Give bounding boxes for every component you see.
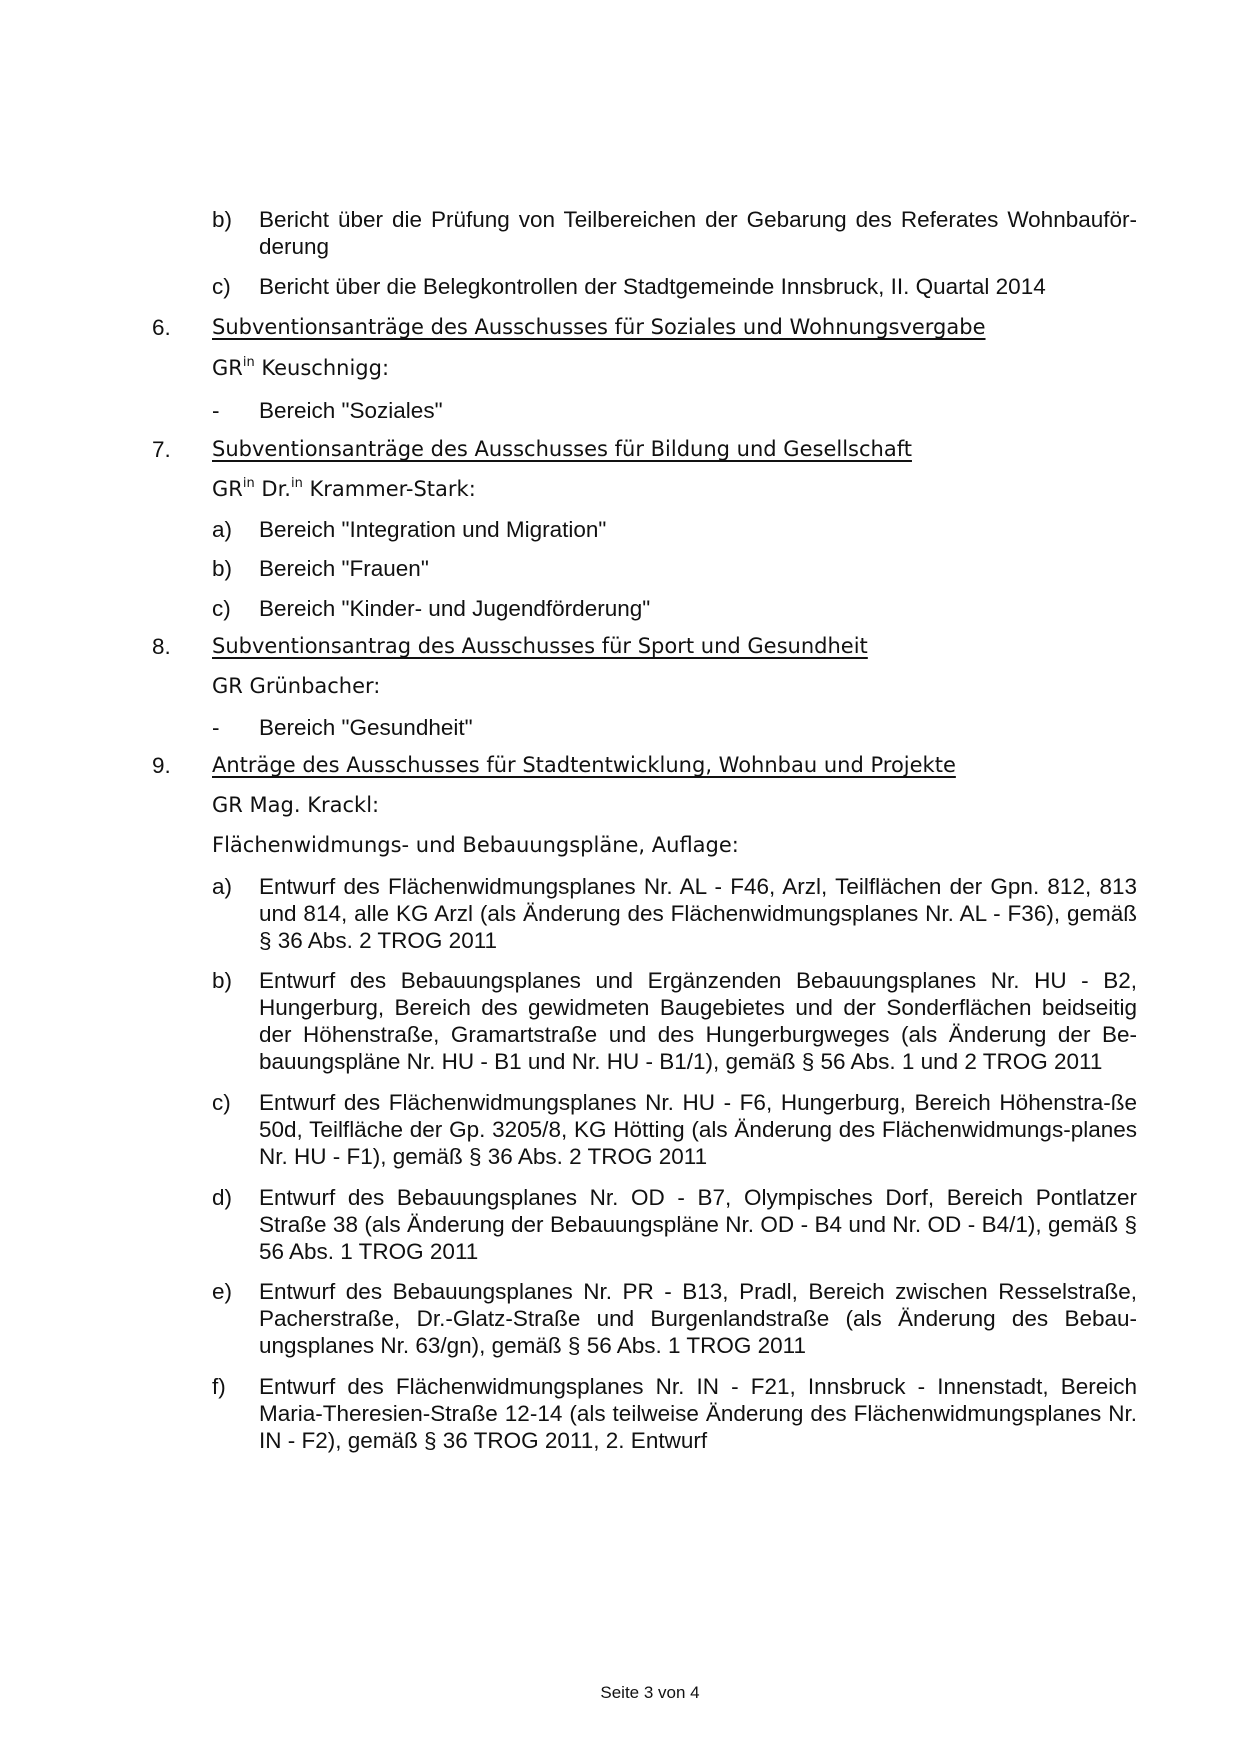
agenda-item-number: 7.: [152, 437, 171, 462]
list-item-label: c): [212, 274, 231, 299]
agenda-item-number: 8.: [152, 634, 171, 659]
list-item-label: c): [212, 596, 231, 621]
agenda-item-title: Subventionsanträge des Ausschusses für Bildung und Gesellschaft: [212, 437, 912, 461]
speaker: GR Mag. Krackl:: [212, 793, 380, 817]
list-item-text: Entwurf des Flächenwidmungsplanes Nr. HU - F6, Hungerburg, Bereich Höhenstra-ße 50d, Teilfläche der Gp. 3205/8, KG Hötting (als Änderung des Flächenwidmungs-planes Nr. HU - F1), gemäß § 36 Abs. 2 TROG 2011: [259, 1090, 1137, 1169]
list-item-label: -: [212, 398, 220, 423]
speaker: GR Grünbacher:: [212, 674, 381, 698]
list-item-text: Bericht über die Prüfung von Teilbereichen der Gebarung des Referates Wohnbauför-derung: [259, 207, 1137, 259]
speaker-sup: in: [290, 476, 303, 491]
list-item-text: Entwurf des Flächenwidmungsplanes Nr. IN - F21, Innsbruck - Innenstadt, Bereich Maria-Theresien-Straße 12-14 (als teilweise Änderung des Flächenwidmungsplanes Nr. IN - F2), gemäß § 36 TROG 2011, 2. Entwurf: [259, 1374, 1137, 1453]
speaker: [212, 476, 476, 503]
agenda-item-number: 6.: [152, 315, 171, 340]
list-item-text: Entwurf des Bebauungsplanes Nr. PR - B13, Pradl, Bereich zwischen Resselstraße, Pacherstraße, Dr.-Glatz-Straße und Burgenlandstraße (als Änderung des Bebau-ungsplanes Nr. 63/gn), gemäß § 56 Abs. 1 TROG 2011: [259, 1279, 1137, 1358]
speaker-prefix: GR: [212, 477, 243, 501]
list-item-text: Bereich "Frauen": [259, 556, 429, 581]
speaker-sup: in: [242, 476, 255, 491]
list-item-label: f): [212, 1374, 226, 1399]
list-item-text: Entwurf des Bebauungsplanes und Ergänzenden Bebauungsplanes Nr. HU - B2, Hungerburg, Bereich des gewidmeten Baugebietes und der Sonderflächen beidseitig der Höhenstraße, Gramartstraße und des Hungerburgweges (als Änderung der Be-bauungspläne Nr. HU - B1 und Nr. HU - B1/1), gemäß § 56 Abs. 1 und 2 TROG 2011: [259, 968, 1137, 1074]
list-item-label: -: [212, 715, 220, 740]
list-item-label: e): [212, 1279, 233, 1304]
speaker: [212, 355, 389, 382]
speaker-prefix: GR: [212, 356, 243, 380]
list-item-label: a): [212, 874, 233, 899]
speaker-title: Dr.: [254, 477, 291, 501]
speaker-name: Krammer-Stark:: [302, 477, 476, 501]
section-intro: Flächenwidmungs- und Bebauungspläne, Auflage:: [212, 833, 739, 857]
list-item-label: b): [212, 556, 233, 581]
agenda-item-title: Subventionsantrag des Ausschusses für Sport und Gesundheit: [212, 634, 868, 658]
list-item-label: c): [212, 1090, 231, 1115]
page-number: Seite 3 von 4: [600, 1683, 700, 1702]
agenda-item-title: Anträge des Ausschusses für Stadtentwicklung, Wohnbau und Projekte: [212, 753, 956, 777]
list-item-text: Entwurf des Bebauungsplanes Nr. OD - B7, Olympisches Dorf, Bereich Pontlatzer Straße 38 (als Änderung der Bebauungspläne Nr. OD - B4 und Nr. OD - B4/1), gemäß § 56 Abs. 1 TROG 2011: [259, 1185, 1137, 1264]
list-item-text: Entwurf des Flächenwidmungsplanes Nr. AL - F46, Arzl, Teilflächen der Gpn. 812, 813 und 814, alle KG Arzl (als Änderung des Flächenwidmungsplanes Nr. AL - F36), gemäß § 36 Abs. 2 TROG 2011: [259, 874, 1137, 953]
speaker-name: Keuschnigg:: [254, 356, 390, 380]
list-item-label: a): [212, 517, 233, 542]
list-item-text: Bericht über die Belegkontrollen der Stadtgemeinde Innsbruck, II. Quartal 2014: [259, 274, 1046, 299]
speaker-sup: in: [242, 355, 255, 370]
list-item-label: b): [212, 207, 233, 232]
list-item-text: Bereich "Gesundheit": [259, 715, 473, 740]
list-item-label: d): [212, 1185, 233, 1210]
list-item-text: Bereich "Integration und Migration": [259, 517, 607, 542]
agenda-item-title: Subventionsanträge des Ausschusses für Soziales und Wohnungsvergabe: [212, 315, 986, 339]
agenda-item-number: 9.: [152, 753, 171, 778]
list-item-text: Bereich "Soziales": [259, 398, 443, 423]
list-item-text: Bereich "Kinder- und Jugendförderung": [259, 596, 651, 621]
list-item-label: b): [212, 968, 233, 993]
